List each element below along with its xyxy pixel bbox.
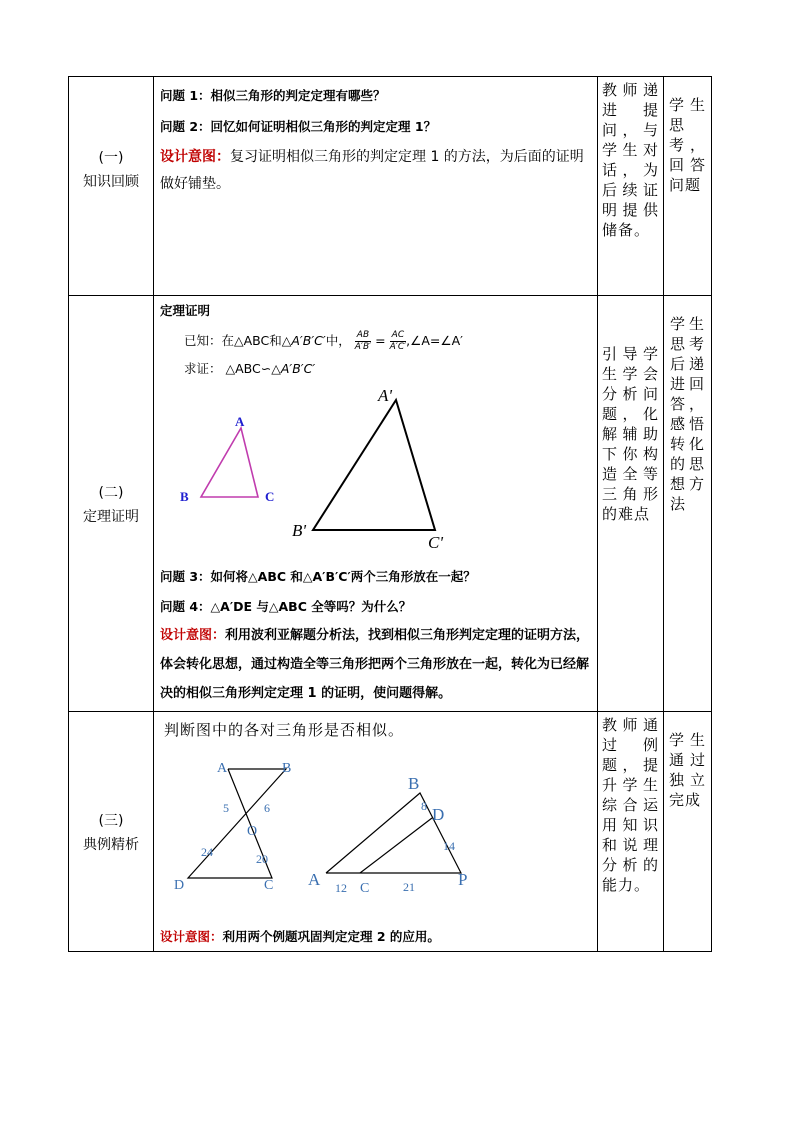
student-activity-1: 学生思考，回答问题 xyxy=(664,77,712,296)
question-4: 问题 4：△A′DE 与△ABC 全等吗？为什么？ xyxy=(160,599,412,614)
question-2: 问题 2：回忆如何证明相似三角形的判定定理 1？ xyxy=(160,119,437,134)
given-mid: 中， xyxy=(325,333,351,348)
section-number: (一) xyxy=(98,150,124,166)
section-title: 定理证明 xyxy=(83,509,139,525)
fig1-length-20: 20 xyxy=(256,852,268,866)
fig1-label-d: D xyxy=(174,878,185,893)
label-b-prime: B' xyxy=(292,521,307,540)
label-b: B xyxy=(180,489,189,504)
fig2-length-12: 12 xyxy=(335,881,347,895)
section-cell-1 xyxy=(69,77,154,296)
section-cell-3 xyxy=(69,712,154,952)
fig1-length-24: 24 xyxy=(201,845,213,859)
design-intent xyxy=(160,928,591,946)
design-intent-label: 设计意图： xyxy=(160,149,230,165)
label-c-prime: C' xyxy=(428,533,443,552)
fig2-length-8: 8 xyxy=(421,799,427,813)
fig2-length-21: 21 xyxy=(403,880,415,894)
example-figures xyxy=(154,712,597,952)
small-triangle xyxy=(201,428,258,497)
teacher-activity-2: 引导学生学会分析问题，化解辅助下你构造全等三角形的难点 xyxy=(598,296,664,712)
fig2-label-p: P xyxy=(458,870,468,889)
figure-2-segment-cd xyxy=(360,818,432,873)
section-number: (二) xyxy=(98,485,124,501)
equals-sign: = xyxy=(375,333,386,348)
section-number: (三) xyxy=(98,813,124,829)
label-a: A xyxy=(235,414,245,429)
section-title: 典例精析 xyxy=(83,837,139,853)
fig1-label-o: O xyxy=(247,824,258,839)
content-cell-2 xyxy=(154,296,598,712)
ratio-ac: $\frac{AC}{A'C'}$ xyxy=(389,330,407,352)
design-intent-text: 复习证明相似三角形的判定定理 1 的方法，为后面的证明做好铺垫。 xyxy=(160,149,584,192)
fig1-length-6: 6 xyxy=(264,801,270,815)
label-c: C xyxy=(265,489,275,504)
fig1-length-5: 5 xyxy=(223,801,229,815)
ratio-ab: $\frac{AB}{A'B'}$ xyxy=(354,330,372,352)
teacher-activity-3: 教师通过例题，提升学生综合运用知识和说理分析的能力。 xyxy=(598,712,664,952)
design-intent xyxy=(160,144,591,198)
prove-triangle: A′B′C′ xyxy=(280,361,316,376)
lesson-plan-table xyxy=(68,76,712,952)
design-intent-label: 设计意图： xyxy=(160,929,223,944)
fig1-label-b: B xyxy=(282,761,292,776)
example-intro: 判断图中的各对三角形是否相似。 xyxy=(164,721,405,739)
question-1: 问题 1：相似三角形的判定定理有哪些？ xyxy=(160,88,386,103)
fig2-label-c: C xyxy=(360,881,370,896)
figure-1-lines xyxy=(188,769,286,878)
fig2-label-a: A xyxy=(308,870,321,889)
question-3: 问题 3：如何将△ABC 和△A′B′C′两个三角形放在一起？ xyxy=(160,569,476,584)
angle-condition: ,∠A=∠A′ xyxy=(406,333,463,348)
large-triangle xyxy=(313,400,435,530)
content-cell-1 xyxy=(154,77,598,296)
student-activity-3: 学生通过独立完成 xyxy=(664,712,712,952)
fig2-length-14: 14 xyxy=(443,839,455,853)
fig2-label-d: D xyxy=(432,805,445,824)
fig1-label-a: A xyxy=(217,761,228,776)
given-prefix: 已知：在△ABC和△ xyxy=(184,333,292,348)
content-cell-3 xyxy=(154,712,598,952)
fig1-label-c: C xyxy=(264,878,274,893)
prove-prefix: 求证： △ABC∽△ xyxy=(184,361,281,376)
section-title: 知识回顾 xyxy=(83,174,139,190)
section-cell-2 xyxy=(69,296,154,712)
design-intent-text: 利用两个例题巩固判定定理 2 的应用。 xyxy=(222,929,440,944)
design-intent-text: 利用波利亚解题分析法，找到相似三角形判定定理的证明方法，体会转化思想，通过构造全等三角形把两个三角形放在一起，转化为已经解决的相似三角形判定定理 1 的证明，使问题得解。 xyxy=(160,628,590,701)
proof-heading: 定理证明 xyxy=(160,303,211,318)
fig2-label-b: B xyxy=(408,774,420,793)
label-a-prime: A' xyxy=(378,386,393,405)
given-triangle: A′B′C′ xyxy=(291,333,326,348)
design-intent-label: 设计意图： xyxy=(160,628,226,643)
teacher-activity-1: 教师递进提问，与学生对话，为后续证明提供储备。 xyxy=(598,77,664,296)
design-intent xyxy=(160,621,591,708)
student-activity-2: 学生思考后递进回答，感悟转化的思想方法 xyxy=(664,296,712,712)
